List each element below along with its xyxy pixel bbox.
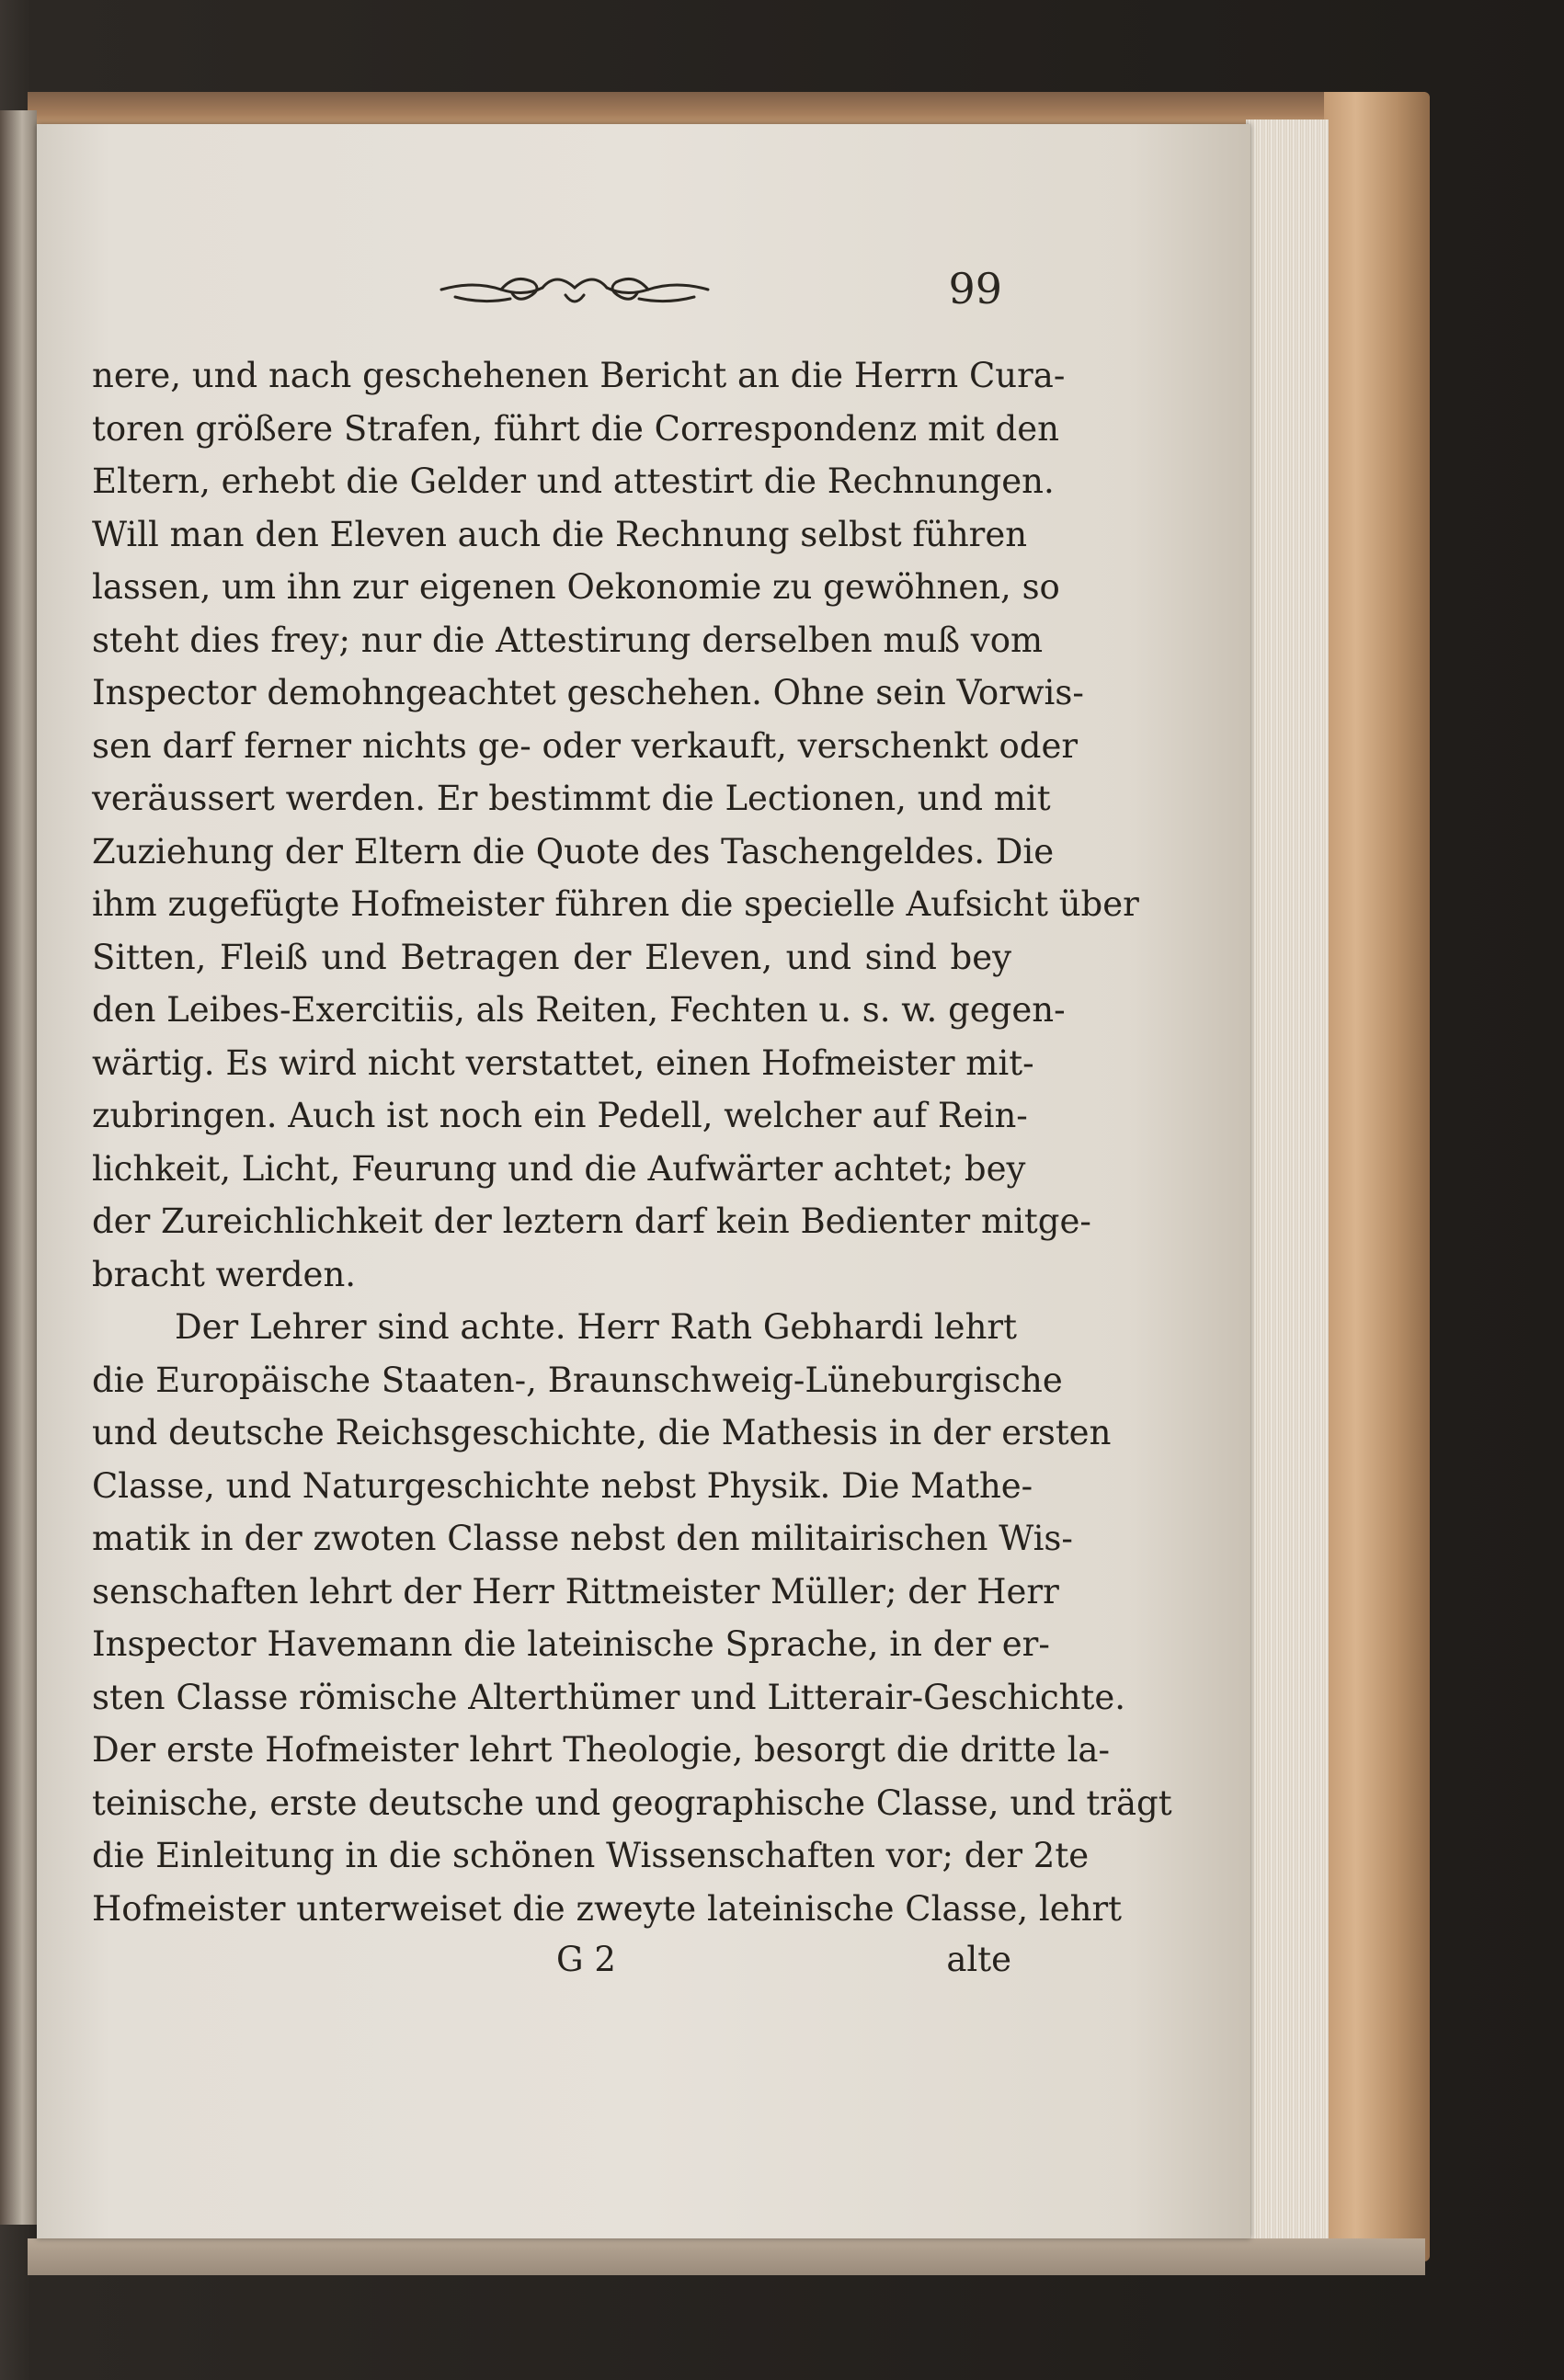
text-line: Eltern, erhebt die Gelder und attestirt die Rechnungen.	[92, 461, 1055, 501]
text-line: veräussert werden. Er bestimmt die Lectionen, und mit	[92, 779, 1051, 818]
page-header	[92, 262, 1002, 317]
page-footer	[92, 1940, 1011, 1995]
signature-mark: G 2	[556, 1940, 616, 1979]
text-line: Zuziehung der Eltern die Quote des Taschengeldes. Die	[92, 831, 1055, 871]
text-line: wärtig. Es wird nicht verstattet, einen Hofmeister mit-	[92, 1042, 1034, 1083]
text-line: und deutsche Reichsgeschichte, die Mathesis in der ersten	[92, 1413, 1112, 1452]
text-line: Sitten, Fleiß und Betragen der Eleven, und sind bey	[92, 937, 1011, 977]
text-line: lassen, um ihn zur eigenen Oekonomie zu gewöhnen, so	[92, 567, 1060, 607]
text-line: Hofmeister unterweiset die zweyte lateinische Classe, lehrt	[92, 1888, 1123, 1929]
text-line: sten Classe römische Alterthümer und Litterair-Geschichte.	[92, 1677, 1126, 1717]
text-line: Der Lehrer sind achte. Herr Rath Gebhardi lehrt	[175, 1307, 1017, 1347]
text-line: Der erste Hofmeister lehrt Theologie, besorgt die dritte la-	[92, 1730, 1110, 1770]
text-line: lichkeit, Licht, Feurung und die Aufwärter achtet; bey	[92, 1148, 1026, 1189]
text-line: den Leibes-Exercitiis, als Reiten, Fechten u. s. w. gegen-	[92, 990, 1066, 1030]
left-page-edge	[0, 110, 37, 2225]
text-line: Will man den Eleven auch die Rechnung selbst führen	[92, 514, 1028, 554]
text-line: toren größere Strafen, führt die Correspondenz mit den	[92, 408, 1059, 449]
text-line: sen darf ferner nichts ge- oder verkauft, verschenkt oder	[92, 725, 1079, 766]
text-line: steht dies frey; nur die Attestirung derselben muß vom	[92, 620, 1044, 660]
page-number: 99	[948, 264, 1002, 313]
page-edges	[1246, 120, 1329, 2243]
text-line: teinische, erste deutsche und geographische Classe, und trägt	[92, 1782, 1172, 1823]
cover-top-edge	[28, 92, 1425, 129]
text-line: nere, und nach geschehenen Bericht an die Herrn Cura-	[92, 356, 1066, 395]
text-line: zubringen. Auch ist noch ein Pedell, welcher auf Rein-	[92, 1096, 1028, 1135]
text-line: bracht werden.	[92, 1254, 357, 1294]
ornament-icon	[437, 262, 713, 317]
book-cover-board	[1324, 92, 1430, 2261]
text-line: matik in der zwoten Classe nebst den militairischen Wis-	[92, 1519, 1073, 1558]
catchword: alte	[946, 1940, 1011, 1979]
cover-bottom-edge	[28, 2238, 1425, 2275]
text-line: Inspector Havemann die lateinische Sprache, in der er-	[92, 1624, 1050, 1664]
text-line: Classe, und Naturgeschichte nebst Physik. Die Mathe-	[92, 1465, 1033, 1506]
text-line: der Zureichlichkeit der leztern darf kein Bedienter mitge-	[92, 1201, 1091, 1241]
text-line: die Europäische Staaten-, Braunschweig-Lüneburgische	[92, 1360, 1063, 1400]
body-text	[92, 349, 1172, 1935]
text-line: die Einleitung in die schönen Wissenschaften vor; der 2te	[92, 1836, 1090, 1875]
text-line: senschaften lehrt der Herr Rittmeister Müller; der Herr	[92, 1571, 1059, 1611]
text-line: Inspector demohngeachtet geschehen. Ohne sein Vorwis-	[92, 673, 1084, 712]
text-line: ihm zugefügte Hofmeister führen die specielle Aufsicht über	[92, 884, 1139, 924]
